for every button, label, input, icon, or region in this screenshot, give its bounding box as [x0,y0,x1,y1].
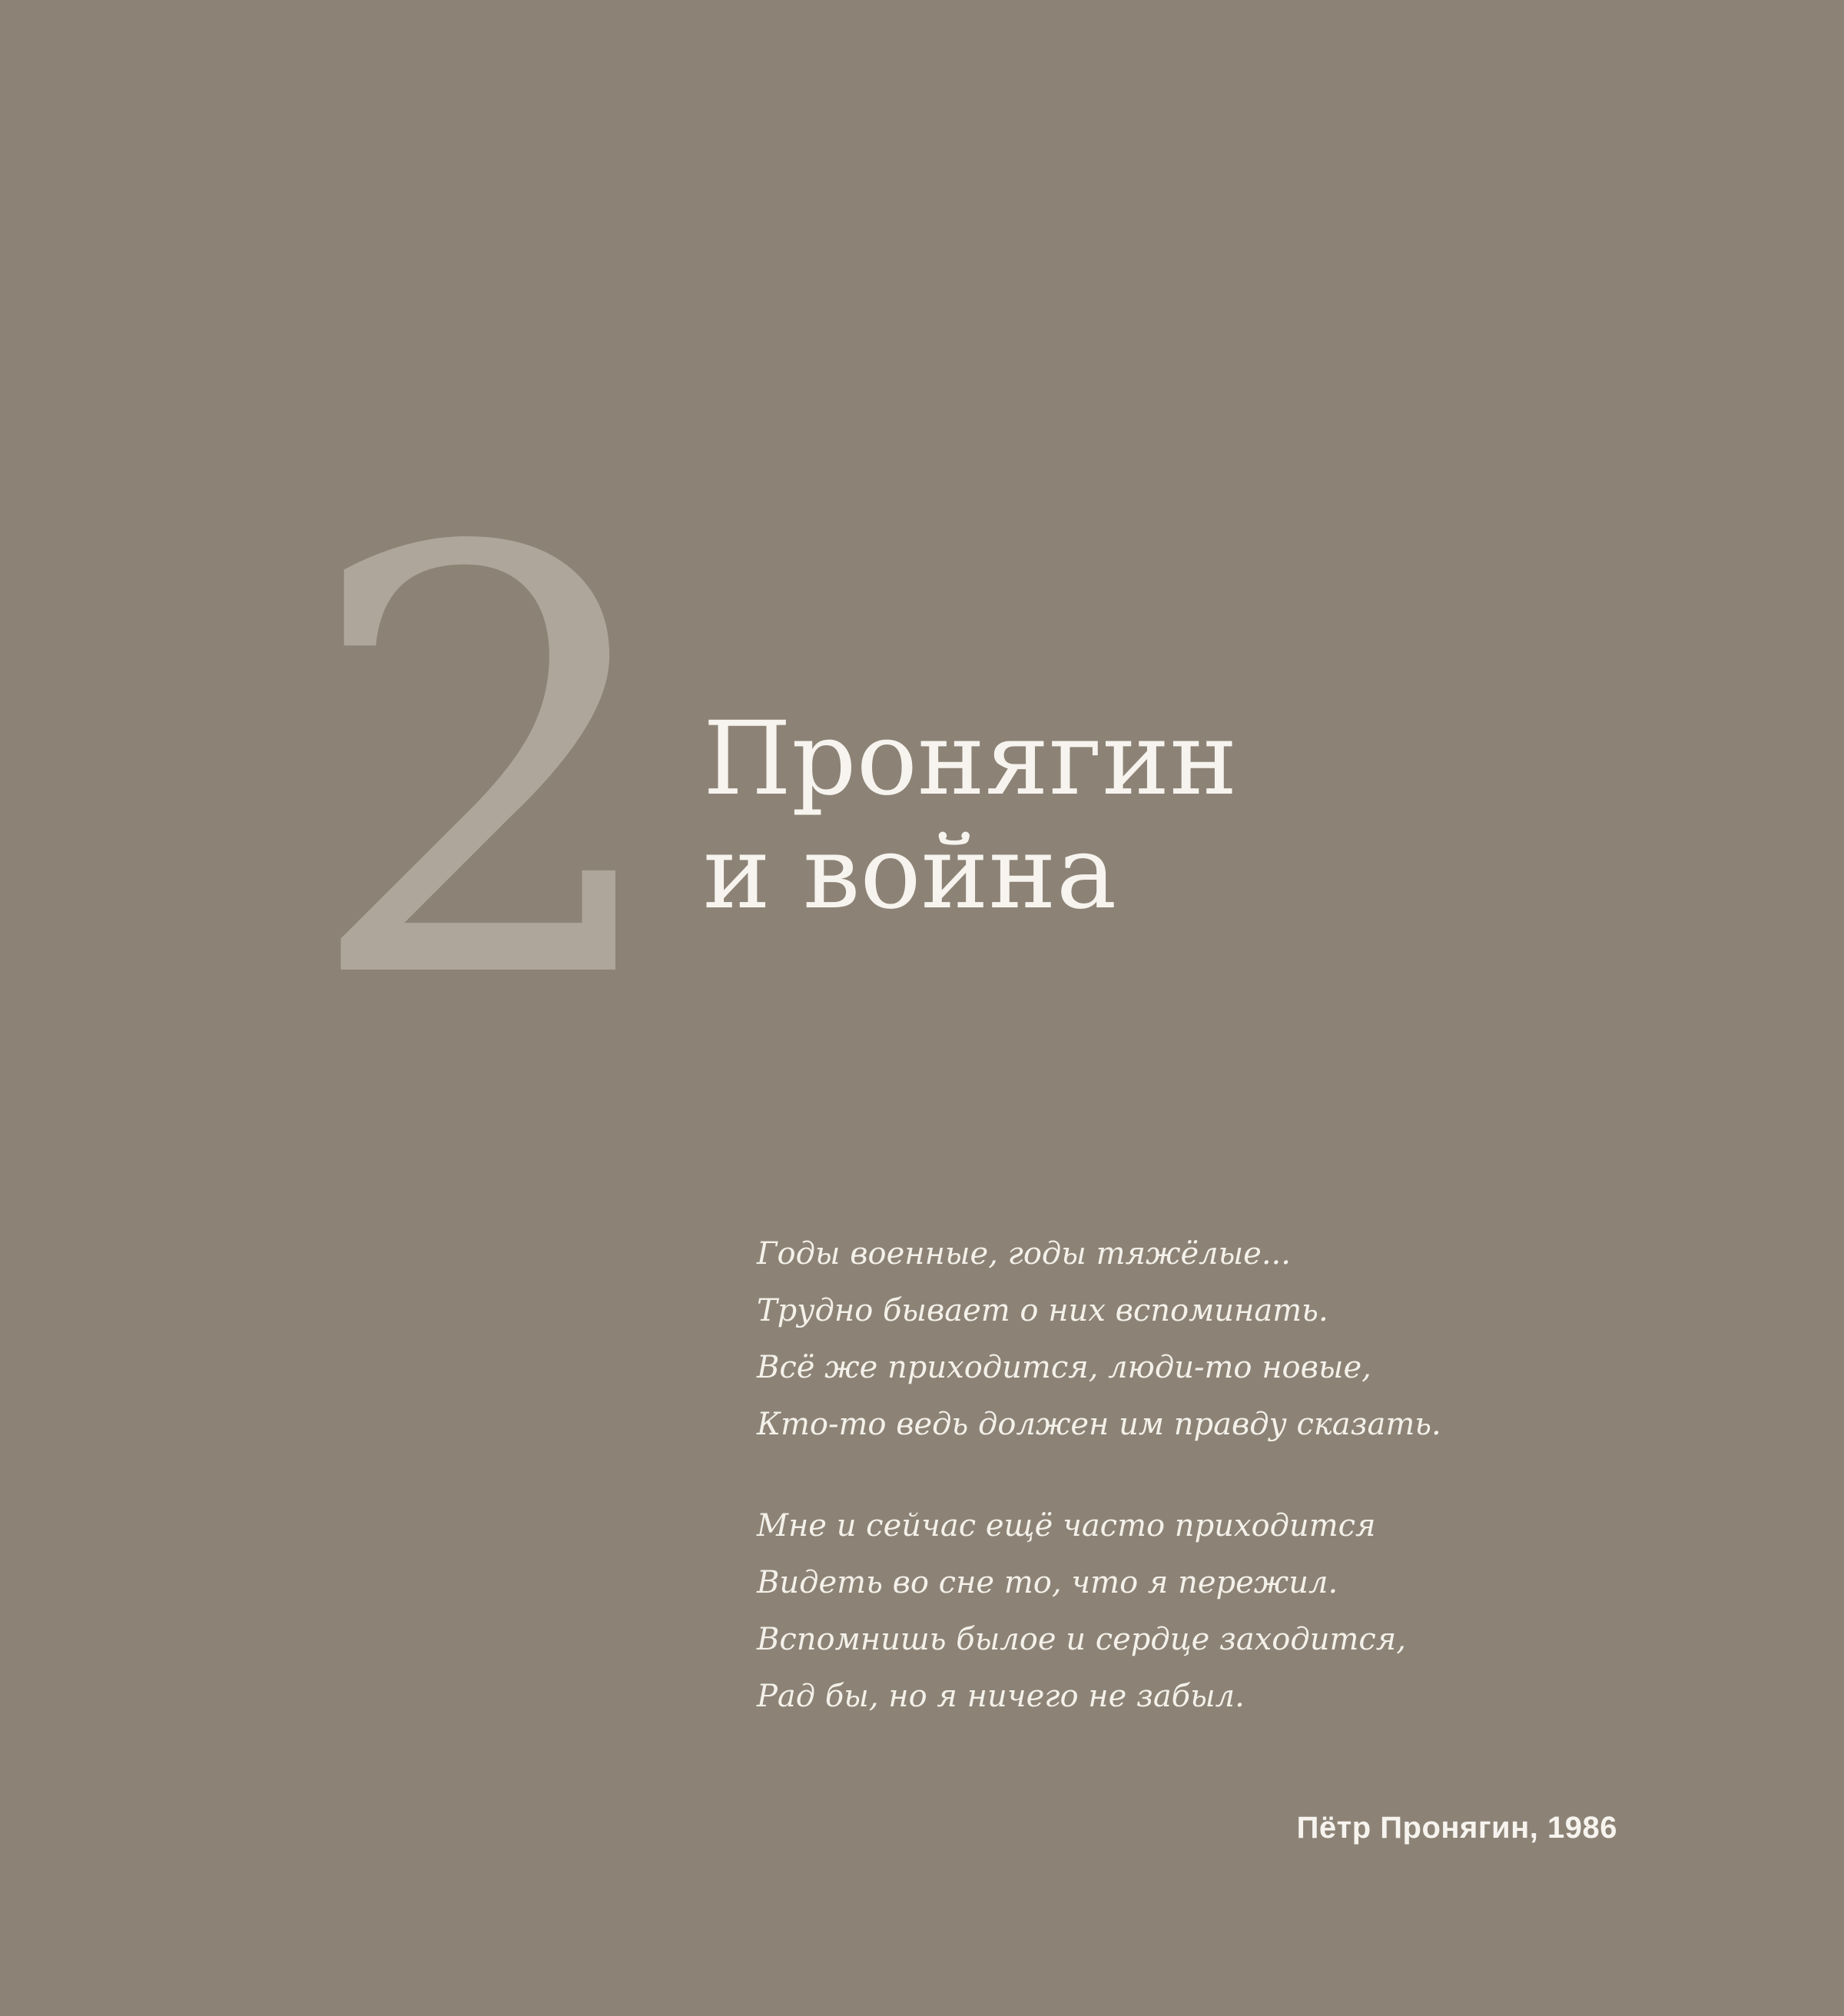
chapter-title-line-1: Пронягин [703,700,1238,818]
epigraph-line: Вспомнишь былое и сердце заходится, [757,1622,1406,1657]
epigraph-line: Трудно бывает о них вспоминать. [757,1293,1328,1328]
epigraph-stanza [757,1225,1617,1453]
epigraph-stanza [757,1497,1617,1725]
epigraph-line: Рад бы, но я ничего не забыл. [757,1679,1245,1714]
epigraph-line: Мне и сейчас ещё часто приходится [757,1508,1376,1544]
epigraph-poem [757,1225,1617,1769]
chapter-number: 2 [301,429,665,1108]
epigraph-line: Кто-то ведь должен им правду сказать. [757,1407,1441,1442]
epigraph-attribution: Пётр Пронягин, 1986 [1296,1811,1617,1845]
epigraph-line: Всё же приходится, люди-то новые, [757,1350,1371,1385]
chapter-title-line-2: и война [703,813,1117,932]
page-title [703,700,1663,932]
epigraph-line: Годы военные, годы тяжёлые... [757,1236,1291,1272]
epigraph-line: Видеть во сне то, что я пережил. [757,1565,1338,1600]
